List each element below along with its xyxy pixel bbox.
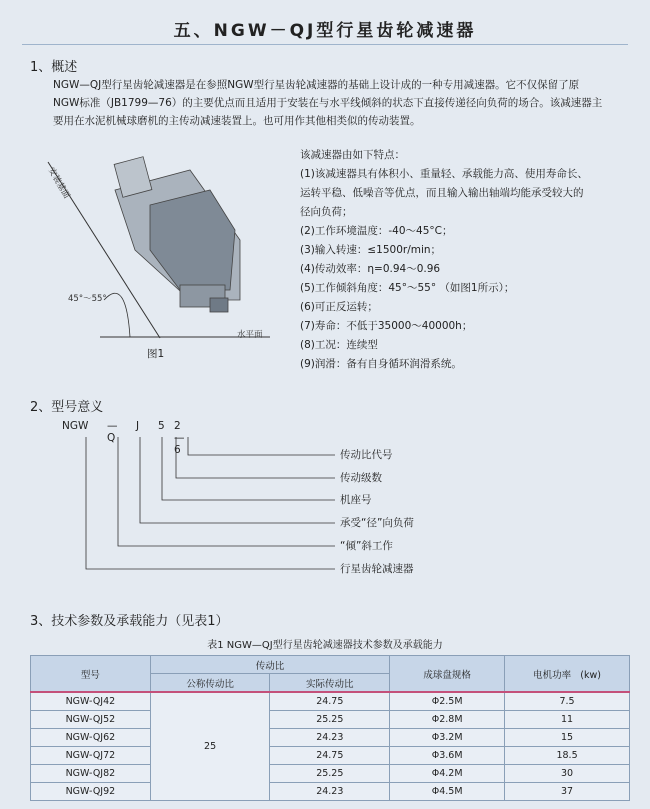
label-stages: 传动级数 [340,472,382,484]
horizontal-label: 水平面 [237,330,263,340]
feature-8: (8)工况：连续型 [300,339,378,351]
feature-1-cont: 运转平稳、低噪音等优点，而且输入输出轴端均能承受较大的 [300,187,584,199]
cell-mill: Φ3.2M [390,729,505,747]
cell-power: 37 [505,783,630,801]
code-ngw: NGW [62,420,89,432]
table-caption: 表1 NGW—QJ型行星齿轮减速器技术参数及承载能力 [207,640,443,651]
cell-actual: 24.23 [270,783,390,801]
col-power-label: 电机功率 [533,669,572,681]
cell-model: NGW-QJ62 [31,729,151,747]
section-1-heading: 1、概述 [30,60,78,75]
table-row [31,783,630,801]
cell-model: NGW-QJ92 [31,783,151,801]
cell-power: 11 [505,711,630,729]
cell-mill: Φ3.6M [390,747,505,765]
angle-label: 45°～55° [68,294,107,304]
label-inclined: “倾”斜工作 [340,540,393,552]
col-mill: 成球盘规格 [390,656,505,693]
col-power [505,656,630,693]
cell-nominal: 25 [150,692,270,801]
code-j: J [136,420,140,432]
section-3-heading: 3、技术参数及承载能力（见表1） [30,614,229,629]
label-radial-load: 承受“径”向负荷 [340,517,414,529]
cell-actual: 24.23 [270,729,390,747]
section-2-heading: 2、型号意义 [30,400,104,415]
cell-power: 18.5 [505,747,630,765]
cell-model: NGW-QJ52 [31,711,151,729]
feature-9: (9)润滑：备有自身循环润滑系统。 [300,358,462,370]
overview-line-2: NGW标准（JB1799—76）的主要优点而且适用于安装在与水平线倾斜的状态下直接传递径向负荷的场合。该减速器主 [53,97,603,109]
cell-actual: 25.25 [270,765,390,783]
feature-5: (5)工作倾斜角度：45°～55° （如图1所示）； [300,282,515,294]
table-row [31,765,630,783]
code-5: 5 [158,420,165,432]
feature-7: (7)寿命：不低于35000～40000h； [300,320,473,332]
feature-6: (6)可正反运转； [300,301,378,313]
cell-actual: 24.75 [270,747,390,765]
feature-1-end: 径向负荷； [300,206,353,218]
col-actual: 实际传动比 [270,674,390,693]
overview-line-3: 要用在水泥机械球磨机的主传动减速装置上。也可用作其他相类似的传动装置。 [53,115,421,127]
code-ratio: 2—6 [174,420,185,456]
feature-3: (3)输入转速：≤1500r/min； [300,244,442,256]
cell-model: NGW-QJ42 [31,692,151,711]
table-row [31,729,630,747]
table-row [31,692,630,711]
cell-power: 7.5 [505,692,630,711]
feature-4: (4)传动效率：η=0.94～0.96 [300,263,441,275]
code-q: —Q [107,420,118,444]
label-frame: 机座号 [340,494,372,506]
cell-power: 15 [505,729,630,747]
col-nominal: 公称传动比 [150,674,270,693]
label-planetary: 行星齿轮减速器 [340,563,414,575]
label-ratio-code: 传动比代号 [340,449,393,461]
features-intro: 该减速器由如下特点： [300,149,405,161]
cell-mill: Φ2.8M [390,711,505,729]
cell-mill: Φ4.5M [390,783,505,801]
cell-mill: Φ2.5M [390,692,505,711]
cell-actual: 25.25 [270,711,390,729]
mount-base-label: 安装基面 [45,166,72,201]
page-title: 五、NGW－QJ型行星齿轮减速器 [173,21,477,41]
feature-2: (2)工作环境温度：-40～45°C； [300,225,453,237]
cell-model: NGW-QJ82 [31,765,151,783]
figure-1-caption: 图1 [147,348,165,360]
col-ratio-group: 传动比 [150,656,389,674]
col-power-unit: (kw) [580,669,601,681]
cell-mill: Φ4.2M [390,765,505,783]
cell-actual: 24.75 [270,692,390,711]
table-row [31,711,630,729]
table-row [31,747,630,765]
col-model: 型号 [31,656,151,693]
cell-model: NGW-QJ72 [31,747,151,765]
feature-1: (1)该减速器具有体积小、重量轻、承载能力高、使用寿命长、 [300,168,588,180]
cell-power: 30 [505,765,630,783]
overview-line-1: NGW—QJ型行星齿轮减速器是在参照NGW型行星齿轮减速器的基础上设计成的一种专用减速器。它不仅保留了原 [53,79,580,91]
spec-table [30,655,630,801]
